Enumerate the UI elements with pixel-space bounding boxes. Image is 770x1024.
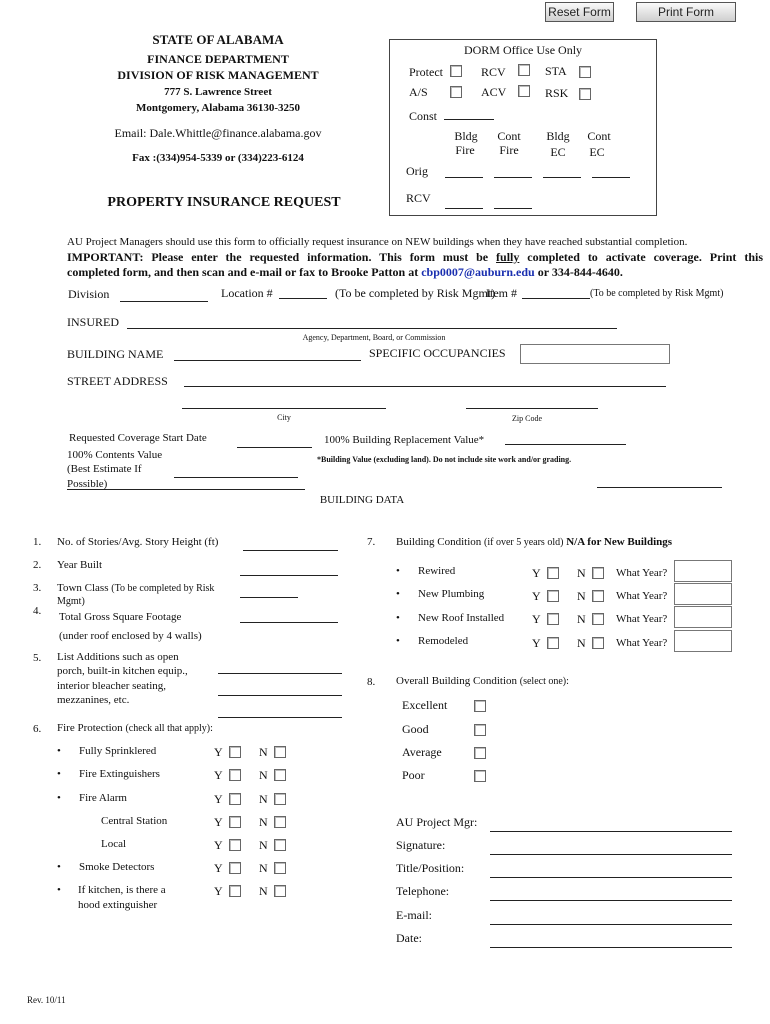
y-label: Y	[214, 861, 223, 875]
smoke-detectors-label: Smoke Detectors	[79, 861, 155, 873]
date-input[interactable]	[490, 947, 732, 948]
title-position-input[interactable]	[490, 877, 732, 878]
bldg-fire-head-2: Fire	[455, 143, 475, 157]
fax-text: Fax :(334)954-5339 or (334)223-6124	[132, 152, 304, 164]
town-class-input[interactable]	[240, 597, 298, 598]
y-label: Y	[214, 815, 223, 829]
building-name-label: BUILDING NAME	[67, 347, 164, 361]
square-footage-label: Total Gross Square Footage	[59, 611, 182, 623]
bullet: •	[57, 745, 61, 757]
n-label: N	[577, 589, 586, 603]
telephone-label: Telephone:	[396, 884, 450, 898]
fire-alarm-yes-checkbox[interactable]	[229, 793, 241, 805]
orig-bldg-fire-line[interactable]	[445, 177, 483, 178]
additions-label-1: List Additions such as open	[57, 651, 179, 663]
q7-number: 7.	[367, 536, 376, 548]
local-yes-checkbox[interactable]	[229, 839, 241, 851]
intro-line-1: AU Project Managers should use this form to officially request insurance on NEW buildings when they have reached substantial completion.	[67, 236, 688, 248]
central-station-no-checkbox[interactable]	[274, 816, 286, 828]
good-label: Good	[402, 722, 429, 736]
bullet: •	[57, 861, 61, 873]
acv-label: ACV	[481, 85, 507, 99]
fire-extinguishers-label: Fire Extinguishers	[79, 768, 160, 780]
contents-underline	[67, 489, 305, 490]
specific-occupancies-input[interactable]	[520, 344, 670, 364]
q6-number: 6.	[33, 723, 42, 735]
division-heading: DIVISION OF RISK MANAGEMENT	[117, 68, 319, 82]
dept-heading: FINANCE DEPARTMENT	[147, 52, 289, 66]
coverage-start-input[interactable]	[237, 447, 312, 448]
rcv-bldg-fire-line[interactable]	[445, 208, 483, 209]
item-label: Item #	[486, 286, 517, 300]
building-value-note: *Building Value (excluding land). Do not include site work and/or grading.	[317, 455, 572, 464]
n-label: N	[259, 884, 268, 898]
orig-cont-ec-line[interactable]	[592, 177, 630, 178]
average-label: Average	[402, 745, 442, 759]
y-label: Y	[214, 838, 223, 852]
extinguishers-yes-checkbox[interactable]	[229, 769, 241, 781]
fully-sprinklered-label: Fully Sprinklered	[79, 745, 157, 757]
item-note: (To be completed by Risk Mgmt)	[590, 288, 724, 299]
title-position-label: Title/Position:	[396, 861, 465, 875]
dorm-title: DORM Office Use Only	[463, 43, 583, 57]
kitchen-hood-label-2: hood extinguisher	[78, 899, 158, 911]
const-line[interactable]	[444, 119, 494, 120]
y-label: Y	[214, 768, 223, 782]
as-label: A/S	[409, 85, 428, 99]
division-label: Division	[68, 287, 110, 301]
project-mgr-label: AU Project Mgr:	[396, 815, 478, 829]
q3-number: 3.	[33, 582, 42, 594]
bullet: •	[396, 588, 400, 600]
remodeled-year-input[interactable]	[674, 630, 732, 652]
note-underline	[597, 487, 722, 488]
acv-checkbox[interactable]	[518, 85, 530, 97]
rewired-no-checkbox[interactable]	[592, 567, 604, 579]
n-label: N	[259, 745, 268, 759]
stories-input[interactable]	[243, 550, 338, 551]
remodeled-yes-checkbox[interactable]	[547, 637, 559, 649]
building-name-input[interactable]	[174, 360, 361, 361]
hood-extinguisher-no-checkbox[interactable]	[274, 885, 286, 897]
what-year-label: What Year?	[616, 637, 668, 649]
date-label: Date:	[396, 931, 422, 945]
city-note: City	[277, 413, 291, 422]
smoke-detectors-yes-checkbox[interactable]	[229, 862, 241, 874]
contents-value-input[interactable]	[174, 477, 298, 478]
local-label: Local	[101, 838, 127, 850]
central-station-yes-checkbox[interactable]	[229, 816, 241, 828]
plumbing-no-checkbox[interactable]	[592, 590, 604, 602]
bullet: •	[57, 768, 61, 780]
new-plumbing-label: New Plumbing	[418, 588, 485, 600]
y-label: Y	[532, 589, 541, 603]
rcv-label: RCV	[481, 65, 506, 79]
street-text: 777 S. Lawrence Street	[164, 86, 272, 98]
q5-number: 5.	[33, 652, 42, 664]
replacement-value-input[interactable]	[505, 444, 626, 445]
state-heading: STATE OF ALABAMA	[152, 32, 284, 47]
bullet: •	[57, 792, 61, 804]
email-input[interactable]	[490, 924, 732, 925]
additions-input-2[interactable]	[218, 695, 342, 696]
n-label: N	[577, 636, 586, 650]
n-label: N	[577, 612, 586, 626]
n-label: N	[259, 792, 268, 806]
n-label: N	[259, 815, 268, 829]
y-label: Y	[532, 636, 541, 650]
orig-label: Orig	[406, 164, 428, 178]
const-label: Const	[409, 109, 438, 123]
contents-label-3: Possible)	[67, 478, 108, 490]
y-label: Y	[214, 792, 223, 806]
additions-input-3[interactable]	[218, 717, 342, 718]
bullet: •	[396, 612, 400, 624]
additions-label-4: mezzanines, etc.	[57, 694, 130, 706]
excellent-checkbox[interactable]	[474, 700, 486, 712]
rewired-yes-checkbox[interactable]	[547, 567, 559, 579]
division-input[interactable]	[120, 301, 208, 302]
new-roof-label: New Roof Installed	[418, 612, 505, 624]
email-label: E-mail:	[396, 908, 432, 922]
building-condition-label: Building Condition (if over 5 years old) N/A for New Buildings	[396, 536, 673, 548]
orig-cont-fire-line[interactable]	[494, 177, 532, 178]
roof-yes-checkbox[interactable]	[547, 613, 559, 625]
specific-occupancies-label: SPECIFIC OCCUPANCIES	[369, 346, 506, 360]
town-class-note: Mgmt)	[57, 596, 85, 607]
location-label: Location #	[221, 286, 273, 300]
as-checkbox[interactable]	[450, 86, 462, 98]
year-built-label: Year Built	[57, 559, 103, 571]
additions-label-3: interior bleacher seating,	[57, 680, 167, 692]
q1-number: 1.	[33, 536, 42, 548]
bldg-ec-head-2: EC	[550, 145, 566, 159]
poor-checkbox[interactable]	[474, 770, 486, 782]
fire-alarm-label: Fire Alarm	[79, 792, 127, 804]
rcv-cont-fire-line[interactable]	[494, 208, 532, 209]
item-input[interactable]	[522, 298, 590, 299]
good-checkbox[interactable]	[474, 724, 486, 736]
extinguishers-no-checkbox[interactable]	[274, 769, 286, 781]
roof-year-input[interactable]	[674, 606, 732, 628]
insured-label: INSURED	[67, 315, 120, 329]
intro-line-3: completed form, and then scan and e-mail or fax to Brooke Patton at cbp0007@auburn.edu or 334-844-4640.	[67, 265, 623, 279]
cont-ec-head-1: Cont	[587, 129, 611, 143]
intro-line-2: IMPORTANT: Please enter the requested information. This form must be fully completed to activate coverage. Print this	[67, 250, 763, 264]
average-checkbox[interactable]	[474, 747, 486, 759]
bullet: •	[57, 884, 61, 896]
location-input[interactable]	[279, 298, 327, 299]
n-label: N	[259, 861, 268, 875]
city-text: Montgomery, Alabama 36130-3250	[135, 102, 301, 114]
what-year-label: What Year?	[616, 567, 668, 579]
remodeled-label: Remodeled	[418, 635, 469, 647]
remodeled-no-checkbox[interactable]	[592, 637, 604, 649]
bldg-ec-head-1: Bldg	[546, 129, 570, 143]
additions-label-2: porch, built-in kitchen equip.,	[57, 665, 188, 677]
overall-condition-label: Overall Building Condition (select one):	[396, 675, 569, 687]
what-year-label: What Year?	[616, 613, 668, 625]
reset-form-button[interactable]: Reset Form	[545, 2, 614, 22]
what-year-label: What Year?	[616, 590, 668, 602]
protect-label: Protect	[409, 65, 443, 79]
street-address-input[interactable]	[184, 386, 666, 387]
cont-ec-head-2: EC	[589, 145, 605, 159]
stories-label: No. of Stories/Avg. Story Height (ft)	[57, 536, 219, 548]
building-data-heading: BUILDING DATA	[319, 494, 405, 506]
rcv-row-label: RCV	[406, 191, 431, 205]
orig-bldg-ec-line[interactable]	[543, 177, 581, 178]
location-note: (To be completed by Risk Mgmt)	[335, 286, 496, 300]
sprinklered-no-checkbox[interactable]	[274, 746, 286, 758]
n-label: N	[577, 566, 586, 580]
excellent-label: Excellent	[402, 698, 448, 712]
plumbing-year-input[interactable]	[674, 583, 732, 605]
hood-extinguisher-yes-checkbox[interactable]	[229, 885, 241, 897]
street-address-label: STREET ADDRESS	[67, 374, 168, 388]
sprinklered-yes-checkbox[interactable]	[229, 746, 241, 758]
rewired-year-input[interactable]	[674, 560, 732, 582]
insured-input[interactable]	[127, 328, 617, 329]
local-no-checkbox[interactable]	[274, 839, 286, 851]
smoke-detectors-no-checkbox[interactable]	[274, 862, 286, 874]
cont-fire-head-1: Cont	[497, 129, 521, 143]
bullet: •	[396, 635, 400, 647]
year-built-input[interactable]	[240, 575, 338, 576]
contents-label-2: (Best Estimate If	[67, 463, 142, 475]
rcv-checkbox[interactable]	[518, 64, 530, 76]
rewired-label: Rewired	[418, 565, 456, 577]
sta-label: STA	[545, 64, 567, 78]
poor-label: Poor	[402, 768, 425, 782]
y-label: Y	[532, 566, 541, 580]
patton-email-link[interactable]: cbp0007@auburn.edu	[421, 265, 535, 279]
coverage-start-label: Requested Coverage Start Date	[69, 432, 207, 444]
bldg-fire-head-1: Bldg	[454, 129, 478, 143]
fire-protection-label: Fire Protection (check all that apply):	[57, 722, 213, 734]
bullet: •	[396, 565, 400, 577]
form-title: PROPERTY INSURANCE REQUEST	[107, 195, 341, 210]
additions-input-1[interactable]	[218, 673, 342, 674]
y-label: Y	[214, 884, 223, 898]
roof-no-checkbox[interactable]	[592, 613, 604, 625]
cont-fire-head-2: Fire	[499, 143, 519, 157]
sta-checkbox[interactable]	[579, 66, 591, 78]
y-label: Y	[532, 612, 541, 626]
rsk-checkbox[interactable]	[579, 88, 591, 100]
print-form-button[interactable]: Print Form	[636, 2, 736, 22]
town-class-label: Town Class (To be completed by Risk	[57, 582, 215, 594]
telephone-input[interactable]	[490, 900, 732, 901]
square-footage-note: (under roof enclosed by 4 walls)	[59, 630, 202, 642]
project-mgr-input[interactable]	[490, 831, 732, 832]
q2-number: 2.	[33, 559, 42, 571]
signature-label: Signature:	[396, 838, 446, 852]
rsk-label: RSK	[545, 86, 569, 100]
central-station-label: Central Station	[101, 815, 168, 827]
n-label: N	[259, 838, 268, 852]
email-text: Email: Dale.Whittle@finance.alabama.gov	[114, 126, 322, 140]
fire-alarm-no-checkbox[interactable]	[274, 793, 286, 805]
signature-input[interactable]	[490, 854, 732, 855]
revision-note: Rev. 10/11	[27, 995, 66, 1005]
n-label: N	[259, 768, 268, 782]
zip-input[interactable]	[466, 408, 598, 409]
square-footage-input[interactable]	[240, 622, 338, 623]
y-label: Y	[214, 745, 223, 759]
insured-note: Agency, Department, Board, or Commission	[302, 333, 446, 342]
q4-number: 4.	[33, 605, 42, 617]
protect-checkbox[interactable]	[450, 65, 462, 77]
contents-label-1: 100% Contents Value	[67, 449, 163, 461]
replacement-value-label: 100% Building Replacement Value*	[324, 434, 485, 446]
kitchen-hood-label-1: If kitchen, is there a	[78, 884, 166, 896]
q8-number: 8.	[367, 676, 376, 688]
city-input[interactable]	[182, 408, 386, 409]
zip-note: Zip Code	[512, 414, 542, 423]
plumbing-yes-checkbox[interactable]	[547, 590, 559, 602]
